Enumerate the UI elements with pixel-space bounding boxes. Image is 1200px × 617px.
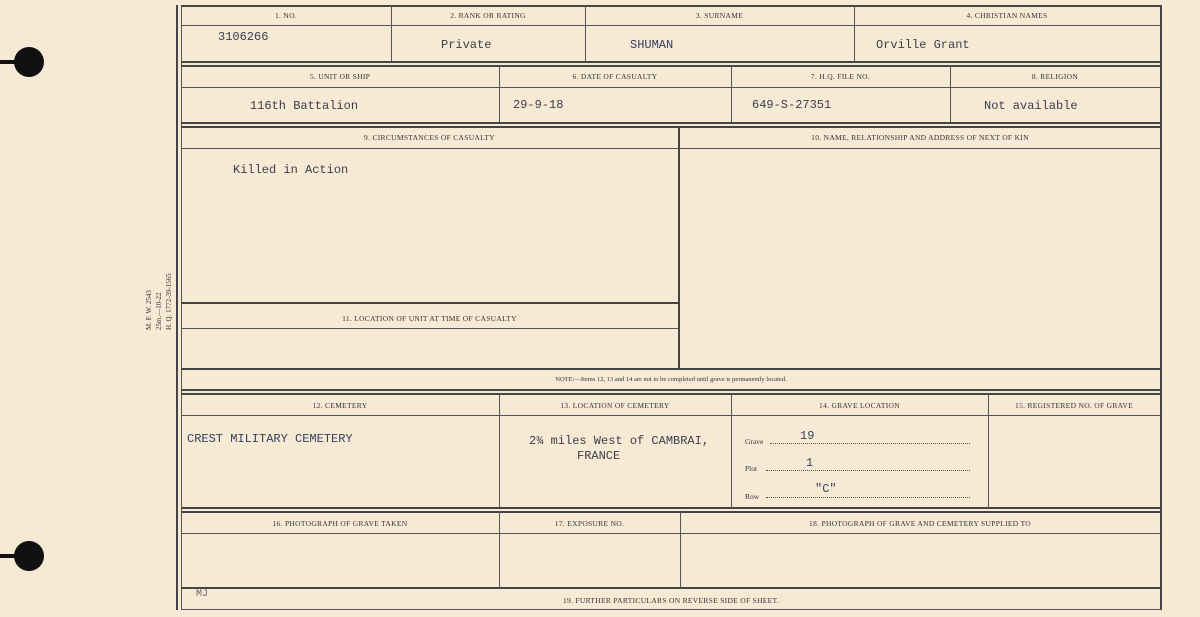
- header-exposure: 17. EXPOSURE NO.: [554, 519, 625, 528]
- label-plot: Plot: [745, 464, 758, 473]
- row12-divider-3: [988, 393, 989, 507]
- header-unit: 5. UNIT OR SHIP: [309, 72, 371, 81]
- row12-divider-2: [731, 393, 732, 507]
- row3-header-rule: [181, 148, 1161, 149]
- header-location-unit: 11. LOCATION OF UNIT AT TIME OF CASUALTY: [342, 314, 517, 323]
- header-next-of-kin: 10. NAME, RELATIONSHIP AND ADDRESS OF NEXT OF KIN: [811, 133, 1029, 142]
- header-christian-names: 4. CHRISTIAN NAMES: [966, 11, 1048, 20]
- header-circumstances: 9. CIRCUMSTANCES OF CASUALTY: [364, 133, 495, 142]
- value-service-number: 3106266: [218, 30, 269, 44]
- row1-top-rule: [181, 5, 1161, 7]
- value-religion: Not available: [984, 99, 1078, 113]
- row12-header-rule: [181, 415, 1161, 416]
- value-christian-names: Orville Grant: [876, 38, 970, 52]
- value-hq-file: 649-S-27351: [752, 98, 832, 112]
- header-no: 1. NO.: [274, 11, 297, 20]
- row-line: [766, 497, 970, 498]
- value-location-cemetery-line2: FRANCE: [577, 449, 621, 463]
- header-rank: 2. RANK OR RATING: [450, 11, 526, 20]
- value-unit: 116th Battalion: [250, 99, 359, 113]
- plot-line: [766, 470, 970, 471]
- header-religion: 8. RELIGION: [1031, 72, 1079, 81]
- header-registered-no: 15. REGISTERED NO. OF GRAVE: [1015, 401, 1133, 410]
- value-surname: SHUMAN: [630, 38, 674, 52]
- footer-rule: [181, 609, 1161, 610]
- header-surname: 3. SURNAME: [695, 11, 744, 20]
- punch-hole-top-tick: [0, 60, 18, 64]
- value-location-cemetery-line1: 2¾ miles West of CAMBRAI,: [529, 434, 710, 448]
- value-date: 29-9-18: [513, 98, 564, 112]
- header-hq-file: 7. H.Q. FILE NO.: [810, 72, 871, 81]
- row16-bottom-rule: [181, 587, 1161, 589]
- header-photo-supplied: 18. PHOTOGRAPH OF GRAVE AND CEMETERY SUPPLIED TO: [809, 519, 1031, 528]
- value-row: "C": [815, 482, 837, 496]
- row12-divider-1: [499, 393, 500, 507]
- initials: MJ: [196, 589, 209, 600]
- note-text: NOTE:—Items 12, 13 and 14 are not to be completed until grave is permanently located.: [555, 376, 787, 383]
- grave-line: [770, 443, 970, 444]
- punch-hole-bottom: [14, 541, 44, 571]
- side-note-3: H. Q. 1772-39-1565: [165, 273, 173, 330]
- header-date: 6. DATE OF CASUALTY: [572, 72, 658, 81]
- row2-top-rule: [181, 65, 1161, 67]
- row12-bottom-rule: [181, 507, 1161, 509]
- value-grave: 19: [800, 429, 815, 443]
- row12-top-rule: [181, 393, 1161, 395]
- value-circumstances: Killed in Action: [233, 163, 349, 177]
- header-cemetery: 12. CEMETERY: [312, 401, 368, 410]
- label-row: Row: [745, 492, 760, 501]
- row3-top-rule: [181, 126, 1161, 128]
- row2-header-rule: [181, 87, 1161, 88]
- row2-bottom-rule: [181, 122, 1161, 124]
- value-cemetery: CREST MILITARY CEMETERY: [187, 432, 353, 446]
- row11-top-rule: [181, 302, 678, 304]
- header-grave-location: 14. GRAVE LOCATION: [819, 401, 900, 410]
- side-note-1: M. F. W. 2543: [145, 290, 153, 330]
- row1-header-rule: [181, 25, 1161, 26]
- row11-header-rule: [181, 328, 678, 329]
- note-top-rule: [181, 368, 1161, 370]
- row16-top-rule: [181, 511, 1161, 513]
- row16-header-rule: [181, 533, 1161, 534]
- punch-hole-top: [14, 47, 44, 77]
- label-grave: Grave: [745, 437, 764, 446]
- row1-bottom-rule: [181, 61, 1161, 63]
- footer-further-particulars: 19. FURTHER PARTICULARS ON REVERSE SIDE OF SHEET.: [562, 596, 780, 605]
- form-right-border: [1160, 5, 1162, 610]
- form-left-border: [176, 5, 178, 610]
- header-location-cemetery: 13. LOCATION OF CEMETERY: [560, 401, 670, 410]
- side-note-2: 25m.—10-22: [155, 292, 163, 330]
- note-bottom-rule: [181, 389, 1161, 391]
- header-photo-taken: 16. PHOTOGRAPH OF GRAVE TAKEN: [272, 519, 408, 528]
- value-rank: Private: [441, 38, 492, 52]
- value-plot: 1: [806, 456, 814, 470]
- punch-hole-bottom-tick: [0, 554, 18, 558]
- row3-divider: [678, 126, 680, 368]
